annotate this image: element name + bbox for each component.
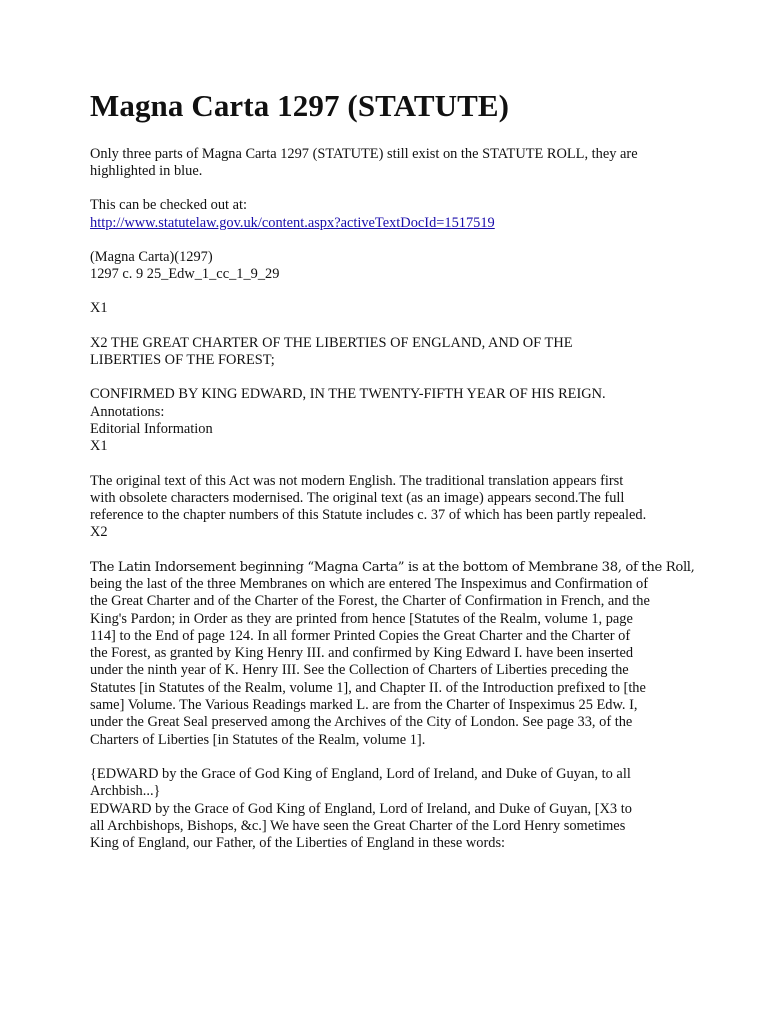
text-line: LIBERTIES OF THE FOREST; [90, 352, 275, 369]
text-line: all Archbishops, Bishops, &c.] We have seen the Great Charter of the Lord Henry sometimes [90, 817, 626, 834]
text-line: Archbish...} [90, 783, 161, 800]
text-line: {EDWARD by the Grace of God King of England, Lord of Ireland, and Duke of Guyan, to all [90, 765, 631, 782]
text-line: the Forest, as granted by King Henry III. and confirmed by King Edward I. have been inserted [90, 645, 634, 662]
text-line: 1297 c. 9 25_Edw_1_cc_1_9_29 [90, 266, 280, 283]
text-line: X1 [90, 300, 108, 317]
confirmation-paragraph [90, 386, 690, 455]
text-line: Statutes [in Statutes of the Realm, volume 1], and Chapter II. of the Introduction prefixed to [the [90, 679, 646, 696]
text-line: CONFIRMED BY KING EDWARD, IN THE TWENTY-FIFTH YEAR OF HIS REIGN. [90, 386, 606, 403]
page-title: Magna Carta 1297 (STATUTE) [90, 88, 510, 123]
text-line: X2 THE GREAT CHARTER OF THE LIBERTIES OF ENGLAND, AND OF THE [90, 334, 573, 351]
text-line: the Great Charter and of the Charter of the Forest, the Charter of Confirmation in French, and the [90, 593, 650, 610]
check-link-paragraph [90, 197, 690, 232]
text-line: X1 [90, 438, 108, 455]
text-line: Charters of Liberties [in Statutes of the Realm, volume 1]. [90, 731, 426, 748]
text-line: The Latin Indorsement beginning “Magna Carta” is at the bottom of Membrane 38, of the Roll, [90, 559, 695, 575]
indorsement-paragraph [90, 559, 695, 749]
marker-paragraph [90, 300, 690, 317]
charter-title-paragraph [90, 335, 690, 370]
document-page [90, 88, 695, 869]
text-line: King of England, our Father, of the Liberties of England in these words: [90, 835, 506, 852]
edward-paragraph [90, 766, 690, 852]
text-line: 114] to the End of page 124. In all former Printed Copies the Great Charter and the Charter of [90, 627, 631, 644]
text-line: reference to the chapter numbers of this Statute includes c. 37 of which has been partly repealed. [90, 507, 647, 524]
text-line: (Magna Carta)(1297) [90, 248, 213, 265]
text-line: under the Great Seal preserved among the Archives of the City of London. See page 33, of the [90, 714, 633, 731]
text-line: same] Volume. The Various Readings marked L. are from the Charter of Inspeximus 25 Edw. I, [90, 697, 638, 714]
citation-paragraph [90, 249, 690, 284]
text-line: being the last of the three Membranes on which are entered The Inspeximus and Confirmation of [90, 575, 649, 592]
text-line: X2 [90, 524, 108, 541]
text-line: The original text of this Act was not modern English. The traditional translation appears first [90, 472, 624, 489]
text-line: highlighted in blue. [90, 162, 203, 179]
text-line: under the ninth year of K. Henry III. See the Collection of Charters of Liberties preceding the [90, 662, 629, 679]
intro-paragraph [90, 146, 690, 181]
text-line: Editorial Information [90, 420, 213, 437]
text-line: EDWARD by the Grace of God King of England, Lord of Ireland, and Duke of Guyan, [X3 to [90, 800, 632, 817]
statutelaw-link[interactable]: http://www.statutelaw.gov.uk/content.aspx?activeTextDocId=1517519 [90, 214, 495, 231]
text-line: Only three parts of Magna Carta 1297 (STATUTE) still exist on the STATUTE ROLL, they are [90, 145, 638, 162]
editorial-note-paragraph [90, 473, 690, 542]
text-line: This can be checked out at: [90, 197, 248, 214]
text-line: King's Pardon; in Order as they are printed from hence [Statutes of the Realm, volume 1, page [90, 610, 633, 627]
text-line: Annotations: [90, 403, 165, 420]
text-line: with obsolete characters modernised. The original text (as an image) appears second.The full [90, 489, 625, 506]
